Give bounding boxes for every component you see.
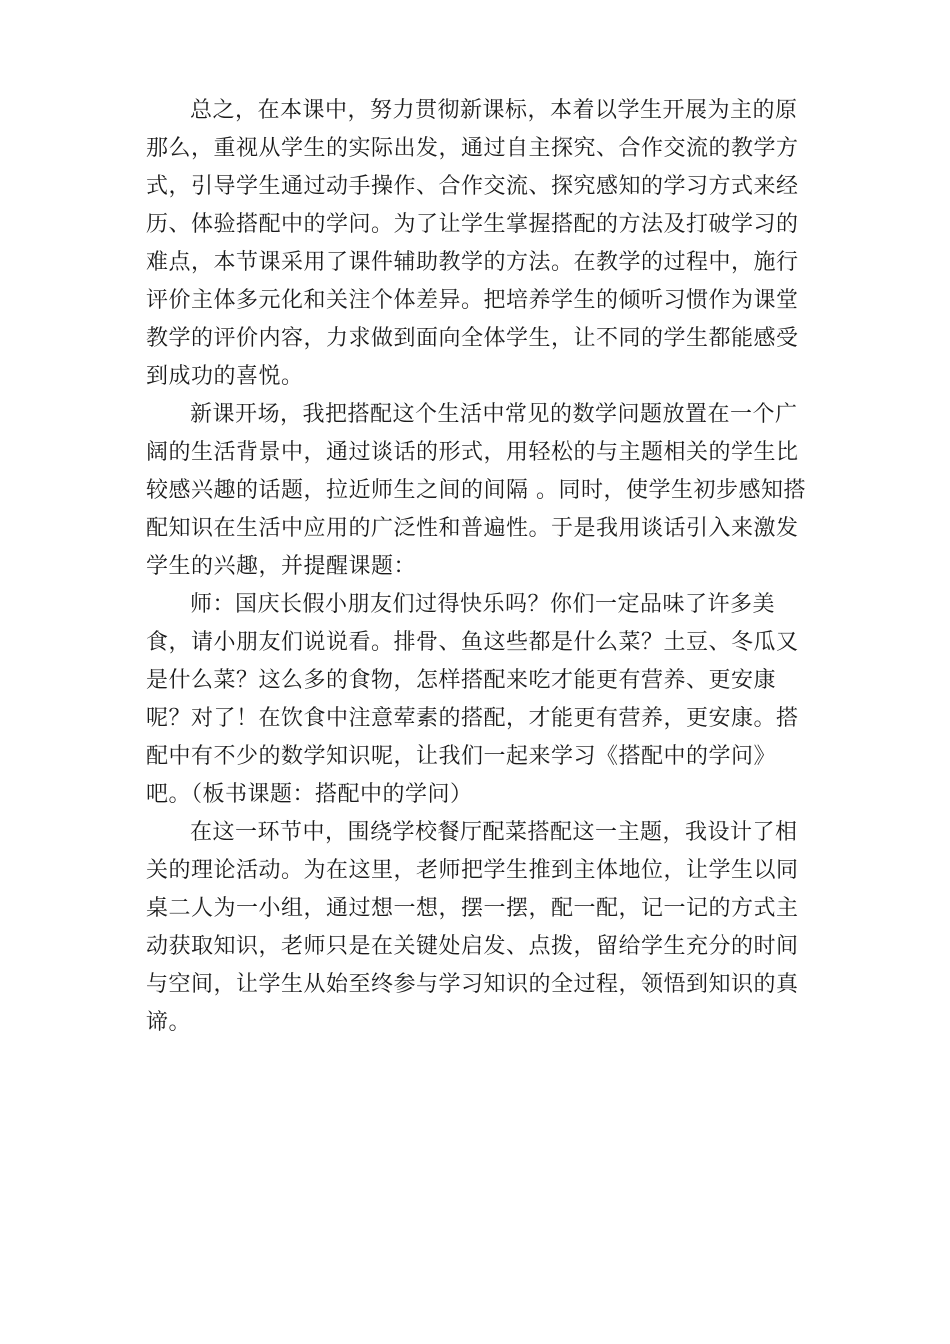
text-line: 阔的生活背景中，通过谈话的形式，用轻松的与主题相关的学生比 (146, 440, 799, 465)
text-line: 师：国庆长假小朋友们过得快乐吗？你们一定品味了许多美 (190, 592, 776, 617)
text-line: 配中有不少的数学知识呢，让我们一起来学习《搭配中的学问》 (146, 744, 777, 769)
text-line: 桌二人为一小组，通过想一想，摆一摆，配一配，记一记的方式主 (146, 896, 799, 921)
text-line: 那么，重视从学生的实际出发，通过自主探究、合作交流的教学方 (146, 136, 799, 161)
text-line: 食，请小朋友们说说看。排骨、鱼这些都是什么菜？土豆、冬瓜又 (146, 630, 799, 655)
text-line: 评价主体多元化和关注个体差异。把培养学生的倾听习惯作为课堂 (146, 288, 799, 313)
paragraph-new-lesson (146, 396, 806, 586)
document-body (146, 92, 806, 1042)
text-line: 是什么菜？这么多的食物，怎样搭配来吃才能更有营养、更安康 (146, 668, 777, 693)
text-line: 式，引导学生通过动手操作、合作交流、探究感知的学习方式来经 (146, 174, 799, 199)
text-line: 在这一环节中，围绕学校餐厅配菜搭配这一主题，我设计了相 (190, 820, 798, 845)
text-line: 呢？对了！在饮食中注意荤素的搭配，才能更有营养，更安康。搭 (146, 706, 799, 731)
text-line: 谛。 (146, 1010, 192, 1035)
paragraph-teacher-dialogue (146, 586, 806, 814)
text-line: 关的理论活动。为在这里，老师把学生推到主体地位，让学生以同 (146, 858, 799, 883)
text-line: 到成功的喜悦。 (146, 364, 304, 389)
text-line: 教学的评价内容，力求做到面向全体学生，让不同的学生都能感受 (146, 326, 799, 351)
text-line: 历、体验搭配中的学问。为了让学生掌握搭配的方法及打破学习的 (146, 212, 799, 237)
text-line: 动获取知识，老师只是在关键处启发、点拨，留给学生充分的时间 (146, 934, 799, 959)
paragraph-activity (146, 814, 806, 1042)
text-line: 新课开场，我把搭配这个生活中常见的数学问题放置在一个广 (190, 402, 798, 427)
text-line: 吧。（板书课题：搭配中的学问） (146, 782, 473, 807)
text-line: 较感兴趣的话题，拉近师生之间的间隔 。同时，使学生初步感知搭 (146, 478, 806, 503)
text-line: 与空间，让学生从始至终参与学习知识的全过程，领悟到知识的真 (146, 972, 799, 997)
text-line: 学生的兴趣，并提醒课题： (146, 554, 417, 579)
text-line: 难点，本节课采用了课件辅助教学的方法。在教学的过程中，施行 (146, 250, 799, 275)
text-line: 总之，在本课中，努力贯彻新课标，本着以学生开展为主的原 (190, 98, 798, 123)
text-line: 配知识在生活中应用的广泛性和普遍性。于是我用谈话引入来激发 (146, 516, 799, 541)
paragraph-summary (146, 92, 806, 396)
